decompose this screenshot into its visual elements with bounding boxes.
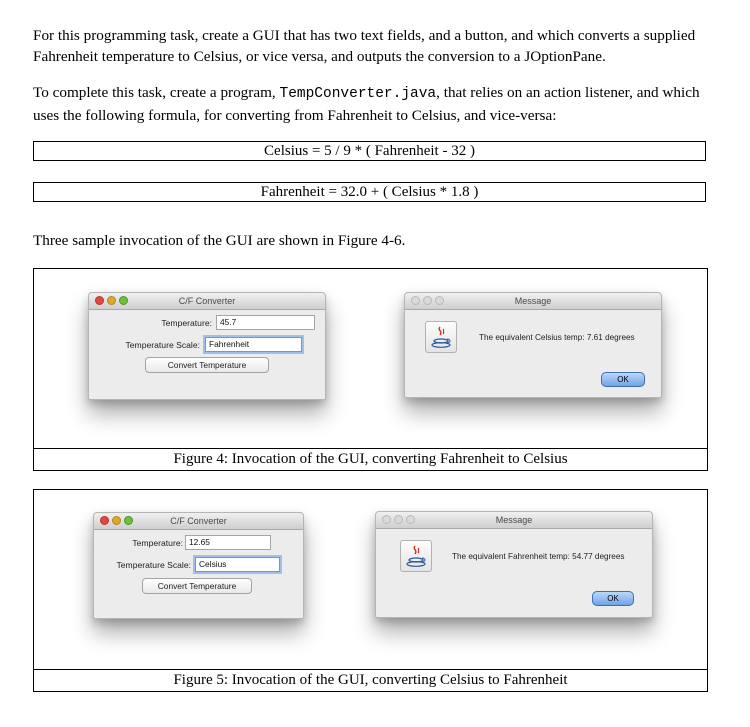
converter-window bbox=[88, 292, 326, 400]
celsius-formula: Celsius = 5 / 9 * ( Fahrenheit - 32 ) bbox=[33, 141, 706, 161]
temperature-input[interactable]: 45.7 bbox=[216, 315, 315, 330]
temperature-input[interactable]: 12.65 bbox=[185, 535, 271, 550]
temperature-scale-input[interactable]: Celsius bbox=[195, 557, 280, 572]
zoom-window-icon[interactable] bbox=[124, 516, 133, 525]
temperature-label: Temperature: bbox=[132, 538, 183, 548]
converter-window bbox=[93, 512, 304, 619]
program-filename: TempConverter.java bbox=[279, 86, 437, 102]
close-window-icon[interactable] bbox=[411, 296, 420, 305]
temperature-label: Temperature: bbox=[161, 318, 212, 328]
minimize-window-icon[interactable] bbox=[107, 296, 116, 305]
figure-5-caption: Figure 5: Invocation of the GUI, converting Celsius to Fahrenheit bbox=[173, 672, 568, 688]
intro-paragraph-1: For this programming task, create a GUI that has two text fields, and a button, and which converts a supplied Fahrenheit temperature to Celsius, or vice versa, and outputs the conversion to a JOptionPane. bbox=[33, 27, 696, 65]
figure-5-screenshot bbox=[34, 490, 707, 670]
temperature-scale-label: Temperature Scale: bbox=[125, 340, 200, 350]
java-coffee-cup-icon bbox=[425, 321, 457, 353]
ok-button[interactable]: OK bbox=[592, 591, 634, 606]
minimize-window-icon[interactable] bbox=[394, 515, 403, 524]
message-titlebar bbox=[376, 512, 652, 529]
zoom-window-icon[interactable] bbox=[435, 296, 444, 305]
close-window-icon[interactable] bbox=[382, 515, 391, 524]
message-title: Message bbox=[495, 515, 533, 525]
zoom-window-icon[interactable] bbox=[119, 296, 128, 305]
minimize-window-icon[interactable] bbox=[112, 516, 121, 525]
message-dialog bbox=[375, 511, 653, 618]
java-coffee-cup-icon bbox=[400, 540, 432, 572]
conversion-result-message: The equivalent Celsius temp: 7.61 degrees bbox=[479, 333, 635, 342]
samples-paragraph: Three sample invocation of the GUI are shown in Figure 4-6. bbox=[33, 232, 406, 249]
figure-5 bbox=[33, 489, 708, 692]
close-window-icon[interactable] bbox=[95, 296, 104, 305]
converter-title: C/F Converter bbox=[170, 516, 227, 526]
intro-paragraph-2 bbox=[33, 82, 723, 126]
temperature-scale-input[interactable]: Fahrenheit bbox=[205, 337, 302, 352]
converter-title: C/F Converter bbox=[178, 296, 236, 306]
intro-paragraph-2-start: To complete this task, create a program, bbox=[33, 84, 280, 101]
minimize-window-icon[interactable] bbox=[423, 296, 432, 305]
message-dialog bbox=[404, 292, 662, 398]
message-titlebar bbox=[405, 293, 661, 310]
ok-button[interactable]: OK bbox=[601, 372, 645, 387]
converter-titlebar bbox=[94, 513, 303, 530]
figure-4-screenshot bbox=[34, 269, 707, 449]
figure-4-caption: Figure 4: Invocation of the GUI, converting Fahrenheit to Celsius bbox=[173, 451, 568, 467]
intro-paragraph-2-end: , that relies on an action listener, and which uses the following formula, for converting from Fahrenheit to Celsius, and vice-versa: bbox=[33, 84, 700, 124]
close-window-icon[interactable] bbox=[100, 516, 109, 525]
convert-temperature-button[interactable]: Convert Temperature bbox=[142, 578, 252, 594]
temperature-scale-label: Temperature Scale: bbox=[116, 560, 191, 570]
convert-temperature-button[interactable]: Convert Temperature bbox=[145, 357, 269, 373]
figure-4 bbox=[33, 268, 708, 471]
conversion-result-message: The equivalent Fahrenheit temp: 54.77 degrees bbox=[452, 552, 625, 561]
converter-titlebar bbox=[89, 293, 325, 310]
message-title: Message bbox=[514, 296, 552, 306]
zoom-window-icon[interactable] bbox=[406, 515, 415, 524]
fahrenheit-formula: Fahrenheit = 32.0 + ( Celsius * 1.8 ) bbox=[33, 182, 706, 202]
